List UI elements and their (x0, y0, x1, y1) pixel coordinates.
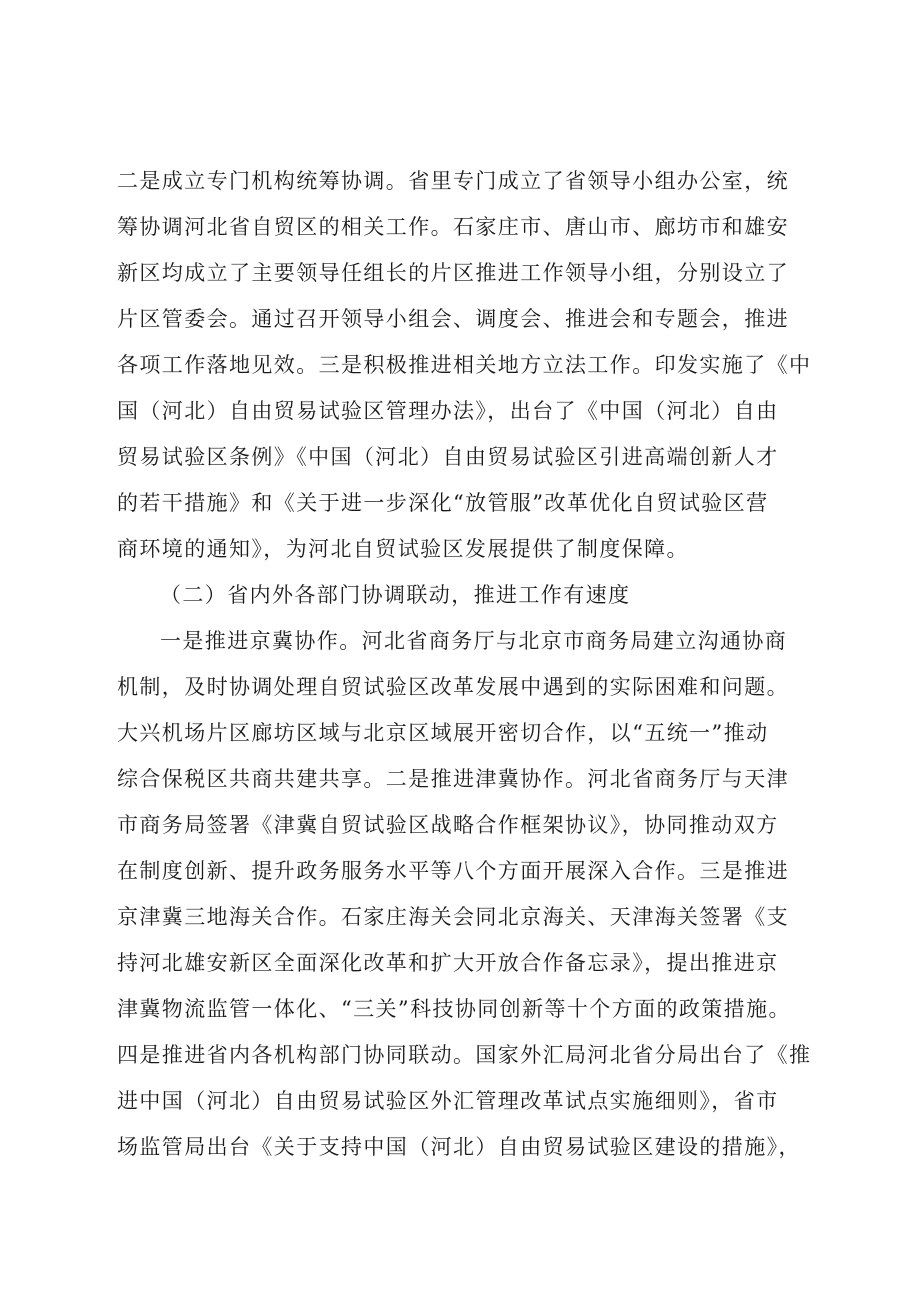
paragraph-line: 津冀物流监管一体化、“三关”科技协同创新等十个方面的政策措施。 (117, 997, 791, 1021)
paragraph-line: 综合保税区共商共建共享。二是推进津冀协作。河北省商务厅与天津 (117, 767, 789, 791)
paragraph-line: 市商务局签署《津冀自贸试验区战略合作框架协议》，协同推动双方 (117, 813, 779, 837)
paragraph-line: 机制，及时协调处理自贸试验区改革发展中遇到的实际困难和问题。 (117, 675, 789, 699)
section-heading: （二）省内外各部门协调联动，推进工作有速度 (160, 583, 631, 607)
paragraph-line: 一是推进京冀协作。河北省商务厅与北京市商务局建立沟通协商 (160, 629, 788, 653)
paragraph-line: 各项工作落地见效。三是积极推进相关地方立法工作。印发实施了《中 (117, 353, 812, 377)
paragraph-line: 大兴机场片区廊坊区域与北京区域展开密切合作，以“五统一”推动 (117, 721, 769, 745)
paragraph-line: 国（河北）自由贸易试验区管理办法》，出台了《中国（河北）自由 (117, 399, 779, 423)
paragraph-line: 片区管委会。通过召开领导小组会、调度会、推进会和专题会，推进 (117, 307, 789, 331)
paragraph-line: 贸易试验区条例》《中国（河北）自由贸易试验区引进高端创新人才 (117, 445, 779, 469)
paragraph-line: 持河北雄安新区全面深化改革和扩大开放合作备忘录》，提出推进京 (117, 951, 779, 975)
paragraph-line: 进中国（河北）自由贸易试验区外汇管理改革试点实施细则》，省市 (117, 1089, 779, 1113)
paragraph-line: 新区均成立了主要领导任组长的片区推进工作领导小组，分别设立了 (117, 261, 789, 285)
paragraph-line: 筹协调河北省自贸区的相关工作。石家庄市、唐山市、廊坊市和雄安 (117, 215, 789, 239)
paragraph-line: 京津冀三地海关合作。石家庄海关会同北京海关、天津海关签署《支 (117, 905, 789, 929)
paragraph-line: 在制度创新、提升政务服务水平等八个方面开展深入合作。三是推进 (117, 859, 789, 883)
paragraph-line: 二是成立专门机构统筹协调。省里专门成立了省领导小组办公室，统 (117, 169, 789, 193)
paragraph-line: 场监管局出台《关于支持中国（河北）自由贸易试验区建设的措施》， (117, 1135, 801, 1159)
paragraph-line: 商环境的通知》，为河北自贸试验区发展提供了制度保障。 (117, 537, 689, 561)
paragraph-line: 的若干措施》和《关于进一步深化“放管服”改革优化自贸试验区营 (117, 491, 769, 515)
paragraph-line: 四是推进省内各机构部门协同联动。国家外汇局河北省分局出台了《推 (117, 1043, 812, 1067)
